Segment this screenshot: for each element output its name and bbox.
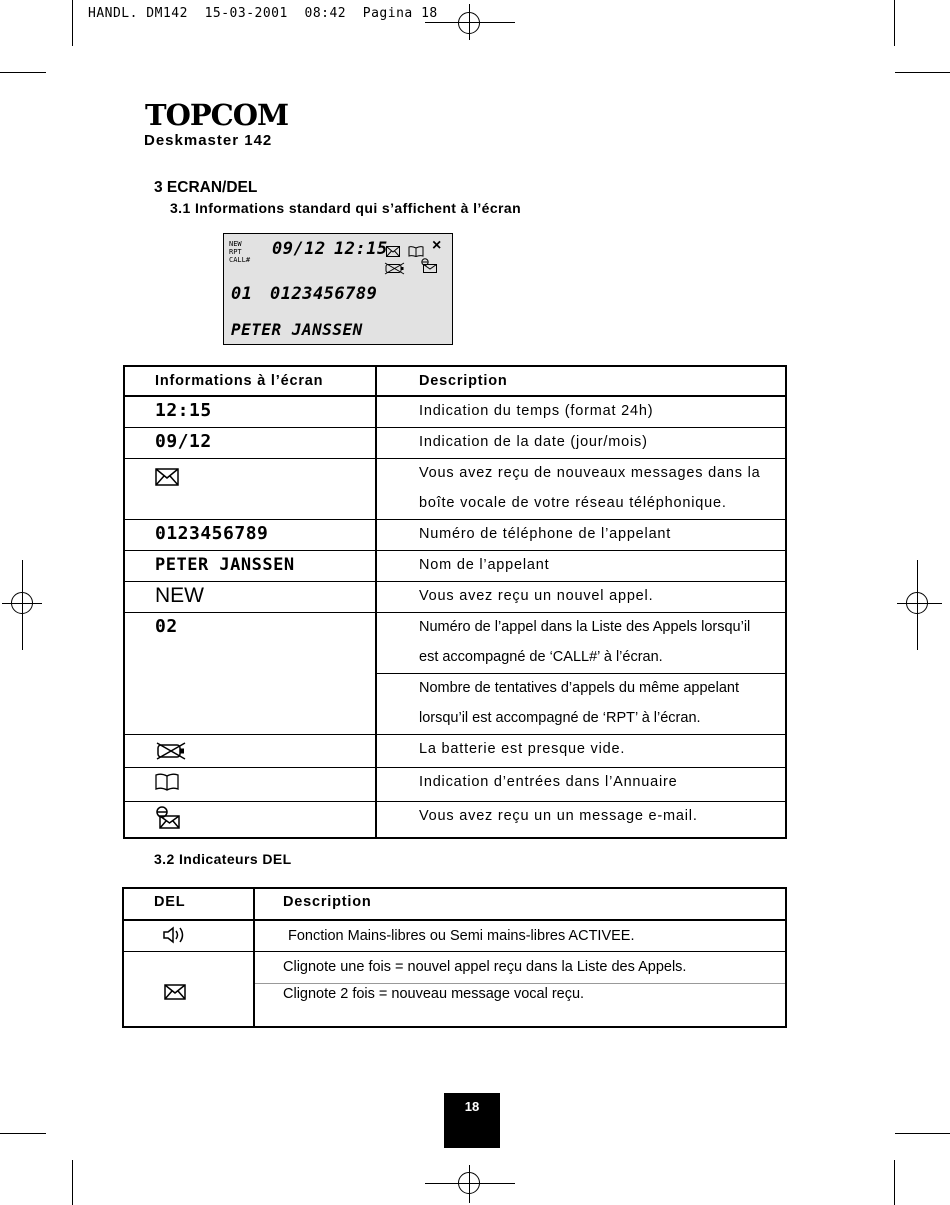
model-name: Deskmaster 142 [144, 132, 273, 149]
lcd-name: PETER JANSSEN [231, 320, 363, 339]
crop-mark [894, 1160, 895, 1205]
lcd-indicator-call: CALL# [229, 256, 251, 264]
info-new: NEW [155, 584, 204, 607]
description-text: Vous avez reçu un nouvel appel. [419, 588, 654, 604]
section2-title: 3.2 Indicateurs DEL [154, 851, 292, 867]
table-row [124, 613, 786, 735]
crop-mark [72, 1160, 73, 1205]
crop-mark [425, 22, 515, 23]
crop-mark [895, 1133, 950, 1134]
envelope-icon [164, 984, 186, 1000]
description-text: Clignote 2 fois = nouveau message vocal reçu. [283, 986, 585, 1002]
battery-low-icon [155, 743, 187, 759]
table-row [124, 396, 786, 428]
info-time: 12:15 [155, 400, 212, 421]
section-subtitle: 3.1 Informations standard qui s’affichent à l’écran [170, 200, 522, 216]
description-text: est accompagné de ‘CALL#’ à l’écran. [419, 649, 663, 665]
table-row [124, 459, 786, 520]
lcd-display [223, 233, 453, 345]
crop-mark [469, 4, 470, 40]
section-title: 3 ECRAN/DEL [154, 179, 258, 196]
print-header: HANDL. DM142 15-03-2001 08:42 Pagina 18 [88, 6, 438, 21]
description-text: Vous avez reçu un un message e-mail. [419, 808, 698, 824]
lcd-indicator-new: NEW [229, 240, 242, 248]
table-row [123, 920, 786, 952]
table-header-row [123, 888, 786, 920]
brand-logo: TOPCOM [145, 98, 289, 132]
description-text: Indication de la date (jour/mois) [419, 434, 648, 450]
info-date: 09/12 [155, 431, 212, 452]
lcd-date: 09/12 [272, 239, 326, 259]
column-header-led: DEL [123, 888, 254, 920]
description-text: boîte vocale de votre réseau téléphonique. [419, 495, 727, 511]
email-icon [420, 257, 437, 275]
description-text: Fonction Mains-libres ou Semi mains-libres ACTIVEE. [288, 928, 635, 944]
crop-mark [897, 603, 942, 604]
table-header-row [124, 366, 786, 396]
crop-mark [469, 1165, 470, 1203]
crop-mark [22, 560, 23, 650]
column-header-description: Description [376, 366, 786, 396]
battery-low-icon [384, 260, 405, 278]
description-text: Clignote une fois = nouvel appel reçu dans la Liste des Appels. [255, 952, 785, 984]
crop-mark [894, 0, 895, 46]
table-row [124, 582, 786, 613]
lcd-call-index: 01 [231, 284, 253, 304]
info-call-number: 02 [155, 616, 178, 637]
page-number-box [444, 1093, 500, 1148]
led-indicator-table [122, 887, 787, 1028]
info-name: PETER JANSSEN [155, 555, 295, 575]
phonebook-icon [155, 774, 179, 790]
table-row [123, 952, 786, 1028]
table-row [124, 802, 786, 839]
lcd-indicator-list [229, 240, 250, 264]
lcd-time: 12:15 [334, 239, 388, 259]
description-text: Numéro de l’appel dans la Liste des Appels lorsqu’il [419, 619, 751, 635]
description-text: La batterie est presque vide. [419, 741, 626, 757]
column-header-info: Informations à l’écran [124, 366, 376, 396]
crop-mark [917, 560, 918, 650]
table-row [124, 768, 786, 802]
table-row [124, 520, 786, 551]
table-row [124, 735, 786, 768]
description-text: Vous avez reçu de nouveaux messages dans la [419, 465, 761, 481]
envelope-icon [155, 469, 179, 485]
description-text: Indication d’entrées dans l’Annuaire [419, 774, 678, 790]
crop-mark [72, 0, 73, 46]
description-text: Indication du temps (format 24h) [419, 403, 654, 419]
envelope-icon [386, 243, 400, 261]
description-text: Nom de l’appelant [419, 557, 550, 573]
crop-mark [895, 72, 950, 73]
crop-mark [0, 1133, 46, 1134]
column-header-description: Description [254, 888, 786, 920]
description-text: lorsqu’il est accompagné de ‘RPT’ à l’écran. [419, 710, 701, 726]
page-number: 18 [464, 1099, 480, 1114]
table-row [124, 551, 786, 582]
lcd-indicator-rpt: RPT [229, 248, 242, 256]
table-row [124, 428, 786, 459]
description-text: Numéro de téléphone de l’appelant [419, 526, 672, 542]
lcd-close-symbol: × [432, 237, 442, 254]
speaker-icon [162, 927, 188, 943]
screen-info-table [123, 365, 787, 839]
info-number: 0123456789 [155, 523, 269, 544]
description-text: Nombre de tentatives d’appels du même appelant [419, 680, 739, 696]
crop-mark [425, 1183, 515, 1184]
email-icon [155, 810, 181, 826]
lcd-number: 0123456789 [270, 284, 378, 304]
crop-mark [0, 72, 46, 73]
